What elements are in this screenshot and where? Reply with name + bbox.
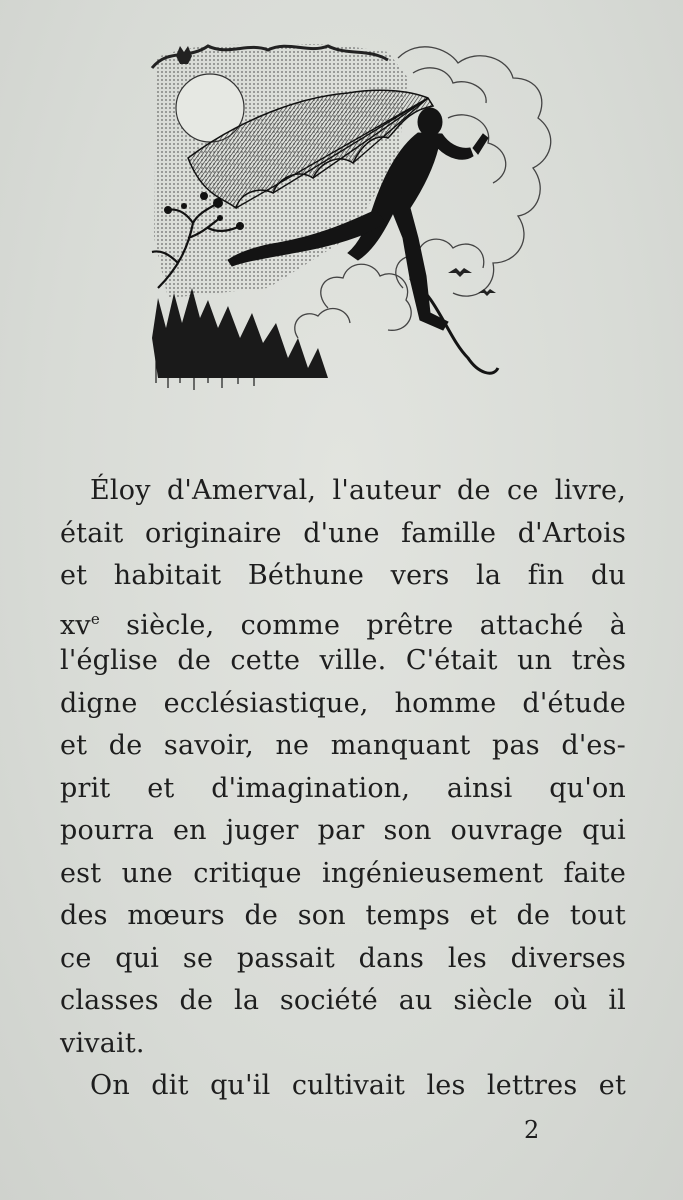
text-line: est une critique ingénieusement faite — [60, 857, 626, 889]
signature-mark: 2 — [524, 1116, 540, 1144]
text-segment: siècle, comme prêtre attaché à — [99, 609, 626, 641]
text-line: était originaire d'une famille d'Artois — [60, 517, 626, 549]
text-line — [60, 598, 626, 641]
century-numeral: xv — [60, 609, 91, 641]
text-line: prit et d'imagination, ainsi qu'on — [60, 772, 626, 804]
text-line: des mœurs de son temps et de tout — [60, 900, 626, 931]
text-line: Éloy d'Amerval, l'auteur de ce livre, — [90, 475, 626, 506]
text-line: et de savoir, ne manquant pas d'es- — [60, 730, 626, 761]
body-text — [60, 470, 626, 1108]
text-line: ce qui se passait dans les diverses — [60, 942, 626, 974]
text-line: et habitait Béthune vers la fin du — [60, 560, 626, 591]
winged-devil-engraving-icon — [148, 38, 568, 410]
text-line: digne ecclésiastique, homme d'étude — [60, 687, 626, 719]
text-line: l'église de cette ville. C'était un très — [60, 645, 626, 676]
century-superscript: e — [90, 609, 100, 628]
text-line: On dit qu'il cultivait les lettres et — [90, 1070, 626, 1101]
text-line: classes de la société au siècle où il — [60, 985, 626, 1016]
text-line: pourra en juger par son ouvrage qui — [60, 815, 626, 846]
text-line: vivait. — [60, 1027, 145, 1059]
